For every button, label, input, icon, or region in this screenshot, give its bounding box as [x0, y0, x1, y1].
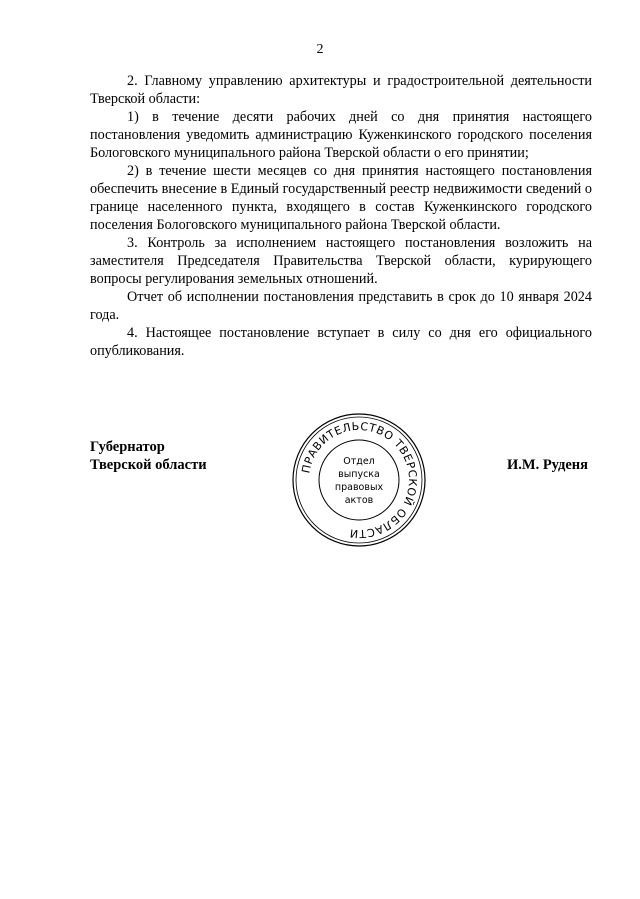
stamp-ring-text: ПРАВИТЕЛЬСТВО ТВЕРСКОЙ ОБЛАСТИ — [299, 419, 420, 541]
stamp-center-line-4: актов — [344, 495, 374, 506]
official-stamp — [289, 410, 429, 550]
paragraph-report: Отчет об исполнении постановления представить в срок до 10 января 2024 года. — [90, 289, 592, 323]
stamp-center-line-2: выпуска — [338, 469, 380, 480]
signatory-position — [90, 438, 207, 474]
signatory-position-line1: Губернатор — [90, 439, 165, 455]
paragraph-subitem-2: 2) в течение шести месяцев со дня принятия настоящего постановления обеспечить внесение в Единый государственный реестр недвижимости сведений о границе населенного пункта, входящего в состав Куженкинского городского поселения Бологовского муниципального района Тверской области. — [90, 163, 592, 233]
paragraph-subitem-1: 1) в течение десяти рабочих дней со дня принятия настоящего постановления уведомить администрацию Куженкинского городского поселения Бологовского муниципального района Тверской области о его принятии; — [90, 109, 592, 161]
page-number: 2 — [316, 42, 324, 57]
stamp-icon — [289, 410, 429, 550]
paragraph-item-2: 2. Главному управлению архитектуры и градостроительной деятельности Тверской области: — [90, 73, 592, 107]
signatory-name: И.М. Руденя — [506, 457, 588, 473]
paragraph-item-3: 3. Контроль за исполнением настоящего постановления возложить на заместителя Председателя Правительства Тверской области, курирующего вопросы регулирования земельных отношений. — [90, 235, 592, 287]
signatory-position-line2: Тверской области — [90, 457, 207, 473]
paragraph-item-4: 4. Настоящее постановление вступает в силу со дня его официального опубликования. — [90, 325, 592, 359]
stamp-center-line-3: правовых — [334, 482, 384, 493]
document-body — [90, 72, 592, 360]
stamp-center-line-1: Отдел — [343, 456, 375, 467]
svg-text:ПРАВИТЕЛЬСТВО ТВЕРСКОЙ ОБЛАСТИ — [299, 420, 419, 540]
